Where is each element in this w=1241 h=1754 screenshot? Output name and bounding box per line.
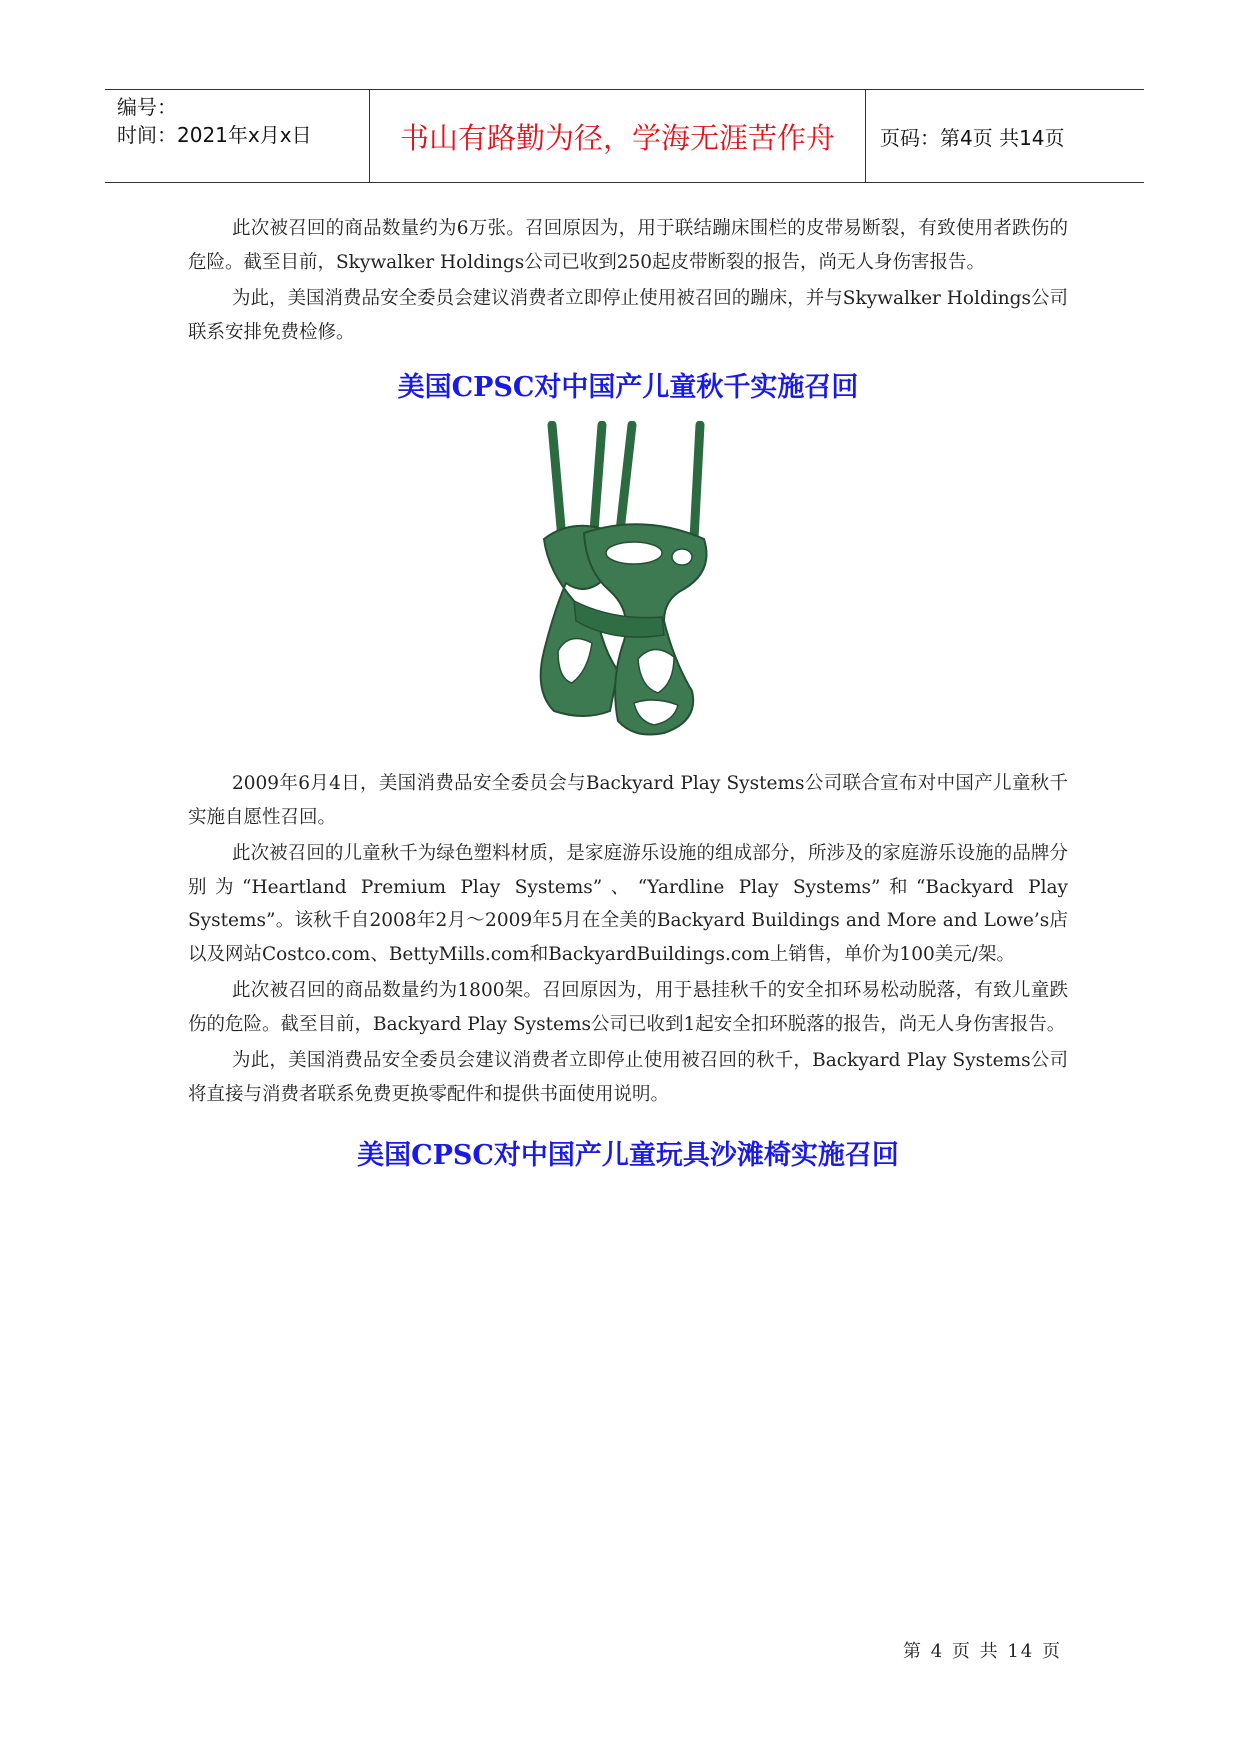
paragraph: 为此，美国消费品安全委员会建议消费者立即停止使用被召回的蹦床，并与Skywalker Holdings公司联系安排免费检修。 [188, 288, 1068, 343]
time-label: 时间：2021年x月x日 [117, 123, 312, 147]
paragraph: 此次被召回的儿童秋千为绿色塑料材质，是家庭游乐设施的组成部分，所涉及的家庭游乐设施的品牌分别为“Heartland Premium Play Systems”、“Yardline Play Systems”和“Backyard Play Systems”。该秋千自2008年2月～2009年5月在全美的Backyard Buildings and More and Lowe’s店以及网站Costco.com、BettyMills.com和BackyardBuildings.com上销售，单价为100美元/架。 [188, 843, 1068, 965]
header-motto-cell [370, 90, 866, 182]
section-heading-swing: 美国CPSC对中国产儿童秋千实施召回 [397, 372, 859, 403]
page-footer: 第 4 页 共 14 页 [903, 1641, 1062, 1662]
swing-photo [514, 421, 742, 743]
paragraph: 2009年6月4日，美国消费品安全委员会与Backyard Play Systems公司联合宣布对中国产儿童秋千实施自愿性召回。 [188, 773, 1068, 828]
motto-text: 书山有路勤为径，学海无涯苦作舟 [399, 120, 835, 155]
paragraph: 此次被召回的商品数量约为1800架。召回原因为，用于悬挂秋千的安全扣环易松动脱落，有致儿童跌伤的危险。截至目前，Backyard Play Systems公司已收到1起安全扣环脱落的报告，尚无人身伤害报告。 [188, 980, 1068, 1035]
header-meta-cell [105, 90, 370, 182]
paragraph: 为此，美国消费品安全委员会建议消费者立即停止使用被召回的秋千，Backyard Play Systems公司将直接与消费者联系免费更换零配件和提供书面使用说明。 [188, 1050, 1068, 1105]
section-heading-beach-chair: 美国CPSC对中国产儿童玩具沙滩椅实施召回 [357, 1140, 899, 1171]
document-header [105, 89, 1144, 183]
header-page-cell [866, 90, 1144, 182]
paragraph: 此次被召回的商品数量约为6万张。召回原因为，用于联结蹦床围栏的皮带易断裂，有致使用者跌伤的危险。截至目前，Skywalker Holdings公司已收到250起皮带断裂的报告，尚无人身伤害报告。 [188, 218, 1068, 273]
document-body [188, 212, 1068, 1175]
number-label: 编号： [117, 95, 177, 119]
page-label: 页码：第4页 共14页 [880, 125, 1065, 150]
